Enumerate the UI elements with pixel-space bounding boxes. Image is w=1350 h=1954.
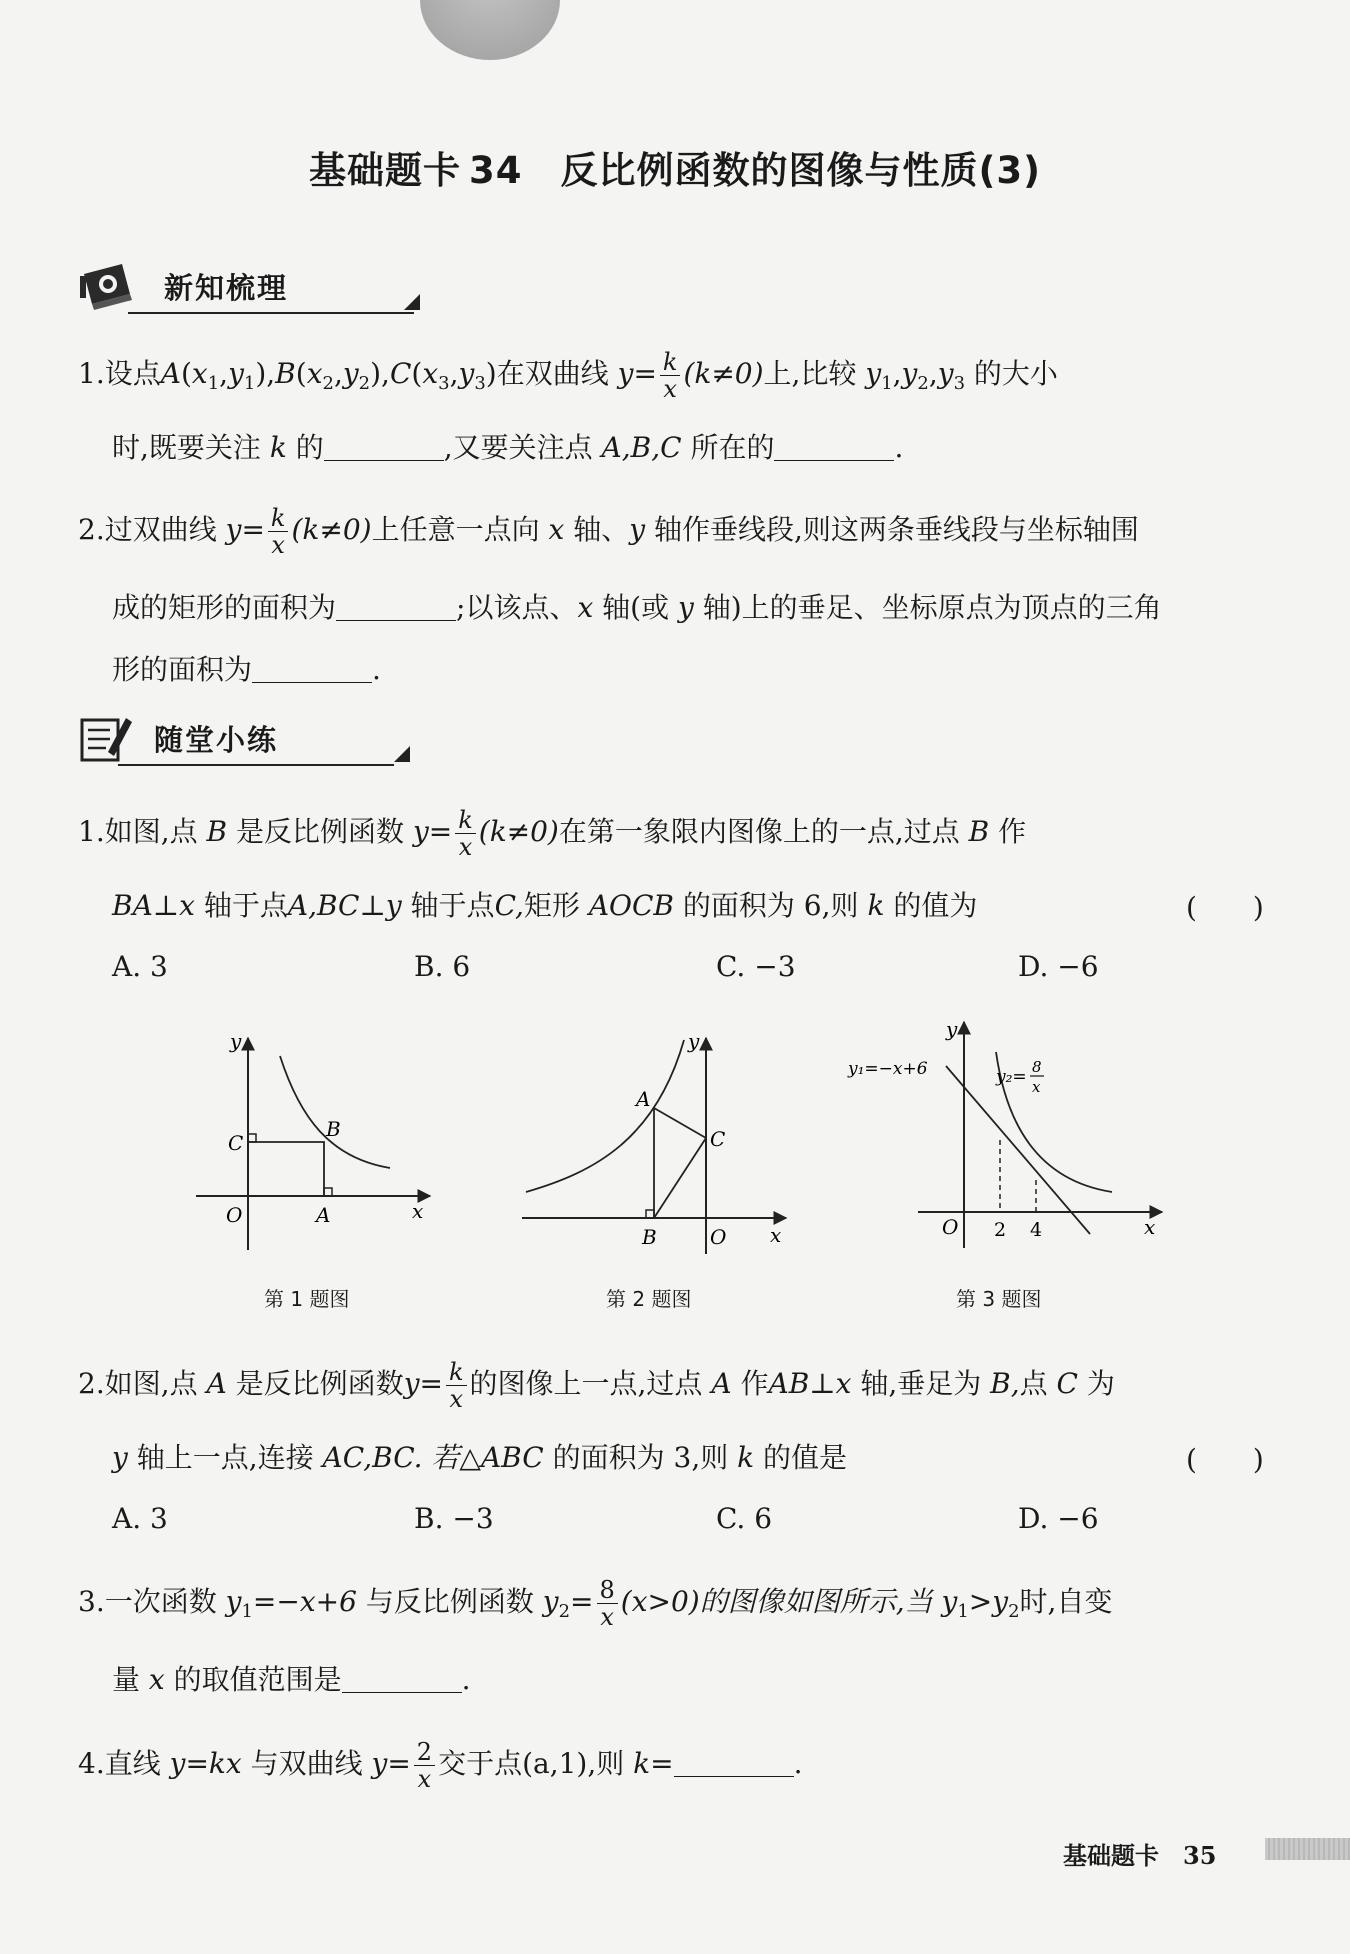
figure-1-graph	[190, 1028, 440, 1268]
answer-blank[interactable]	[674, 1748, 794, 1777]
page-footer: 基础题卡 35	[1063, 1841, 1217, 1870]
figure-2-graph	[516, 1028, 796, 1268]
knowledge-item-2-line-3: 形的面积为 .	[112, 653, 381, 686]
svg-text:2: 2	[994, 1219, 1007, 1241]
label-curve-equation: y₂=	[996, 1067, 1027, 1087]
option-c[interactable]: C. 6	[716, 1502, 773, 1535]
knowledge-item-1-line-2: 时,既要关注 k 的 ,又要关注点 A,B,C 所在的 .	[112, 431, 904, 464]
section-heading-practice: 随堂小练	[78, 710, 348, 770]
label-y: y	[230, 1029, 242, 1053]
section-heading-new-knowledge: 新知梳理	[78, 258, 358, 318]
practice-3-line-2: 量 x 的取值范围是 .	[112, 1663, 471, 1696]
page-title: 基础题卡 34 反比例函数的图像与性质(3)	[308, 149, 1042, 192]
svg-text:4: 4	[1030, 1219, 1043, 1241]
answer-blank[interactable]	[252, 654, 372, 683]
answer-blank[interactable]	[336, 592, 456, 621]
answer-blank[interactable]	[342, 1664, 462, 1693]
hyperbola-curve	[526, 1040, 684, 1192]
practice-1-line-1: 1.如图,点 B 是反比例函数 y= $\frac{k}{x}$ (k≠0)在第一象限内图像上的一点,过点 B 作	[78, 806, 1027, 861]
option-d[interactable]: D. −6	[1018, 950, 1099, 983]
page-number: 35	[1183, 1841, 1217, 1870]
figure-2-caption: 第 2 题图	[606, 1287, 692, 1311]
option-c[interactable]: C. −3	[716, 950, 796, 983]
svg-text:O: O	[710, 1225, 727, 1249]
practice-2-line-2: y 轴上一点,连接 AC,BC. 若△ABC 的面积为 3,则 k 的值是	[112, 1441, 848, 1474]
practice-3-line-1: 3.一次函数 $y_1=-x+6$ 与反比例函数 $y_2=$ $\frac{8}{x}$ (x>0)的图像如图所示,当 $y_1>y_2$时,自变	[78, 1576, 1113, 1631]
answer-blank[interactable]	[774, 432, 894, 461]
label-c: C	[228, 1131, 244, 1155]
knowledge-item-2-line-2: 成的矩形的面积为 ;以该点、x 轴(或 y 轴)上的垂足、坐标原点为顶点的三角	[112, 591, 1162, 624]
label-x: x	[412, 1199, 424, 1223]
camera-book-icon	[78, 260, 138, 312]
answer-choice-parentheses[interactable]: ( )	[1186, 1443, 1264, 1476]
svg-text:x: x	[770, 1223, 782, 1247]
option-a[interactable]: A. 3	[112, 950, 168, 983]
footer-bar	[1265, 1838, 1350, 1860]
answer-blank[interactable]	[324, 432, 444, 461]
figure-3-caption: 第 3 题图	[956, 1287, 1042, 1311]
label-line-equation: y₁=−x+6	[848, 1059, 928, 1079]
option-a[interactable]: A. 3	[112, 1502, 168, 1535]
rectangle-aocb	[248, 1142, 324, 1196]
svg-text:O: O	[942, 1215, 959, 1239]
svg-text:x: x	[1144, 1215, 1156, 1239]
figure-3-graph	[846, 1012, 1176, 1268]
svg-text:x: x	[1032, 1078, 1041, 1096]
label-a: A	[316, 1203, 331, 1227]
answer-choice-parentheses[interactable]: ( )	[1186, 891, 1264, 924]
hyperbola-curve	[280, 1056, 390, 1168]
practice-4-line-1: 4.直线 y=kx 与双曲线 y= $\frac{2}{x}$ 交于点(a,1),则 k= .	[78, 1738, 803, 1793]
option-d[interactable]: D. −6	[1018, 1502, 1099, 1535]
option-b[interactable]: B. 6	[414, 950, 471, 983]
scan-artifact	[420, 0, 560, 60]
svg-text:y: y	[688, 1029, 700, 1053]
svg-text:B: B	[642, 1225, 657, 1249]
svg-text:8: 8	[1032, 1058, 1042, 1076]
svg-text:A: A	[636, 1087, 651, 1111]
label-b: B	[326, 1117, 341, 1141]
practice-2-line-1: 2.如图,点 A 是反比例函数y= $\frac{k}{x}$ 的图像上一点,过点 A 作AB⊥x 轴,垂足为 B,点 C 为	[78, 1358, 1115, 1413]
svg-text:C: C	[710, 1127, 726, 1151]
line-y1	[946, 1066, 1090, 1234]
label-o: O	[226, 1203, 243, 1227]
knowledge-item-1-line-1: 1.设点$A(x_1,y_1),B(x_2,y_2),C(x_3,y_3)$在双曲线 y= $\frac{k}{x}$ (k≠0)上,比较 $y_1,y_2,y_3$ 的大小	[78, 348, 1058, 403]
notebook-pen-icon	[78, 712, 134, 764]
figure-1-caption: 第 1 题图	[264, 1287, 350, 1311]
option-b[interactable]: B. −3	[414, 1502, 494, 1535]
svg-text:y: y	[946, 1017, 958, 1041]
knowledge-item-2-line-1: 2.过双曲线 y= $\frac{k}{x}$ (k≠0)上任意一点向 x 轴、y 轴作垂线段,则这两条垂线段与坐标轴围	[78, 504, 1139, 559]
practice-1-line-2: BA⊥x 轴于点A,BC⊥y 轴于点C,矩形 AOCB 的面积为 6,则 k 的值为	[112, 889, 978, 922]
